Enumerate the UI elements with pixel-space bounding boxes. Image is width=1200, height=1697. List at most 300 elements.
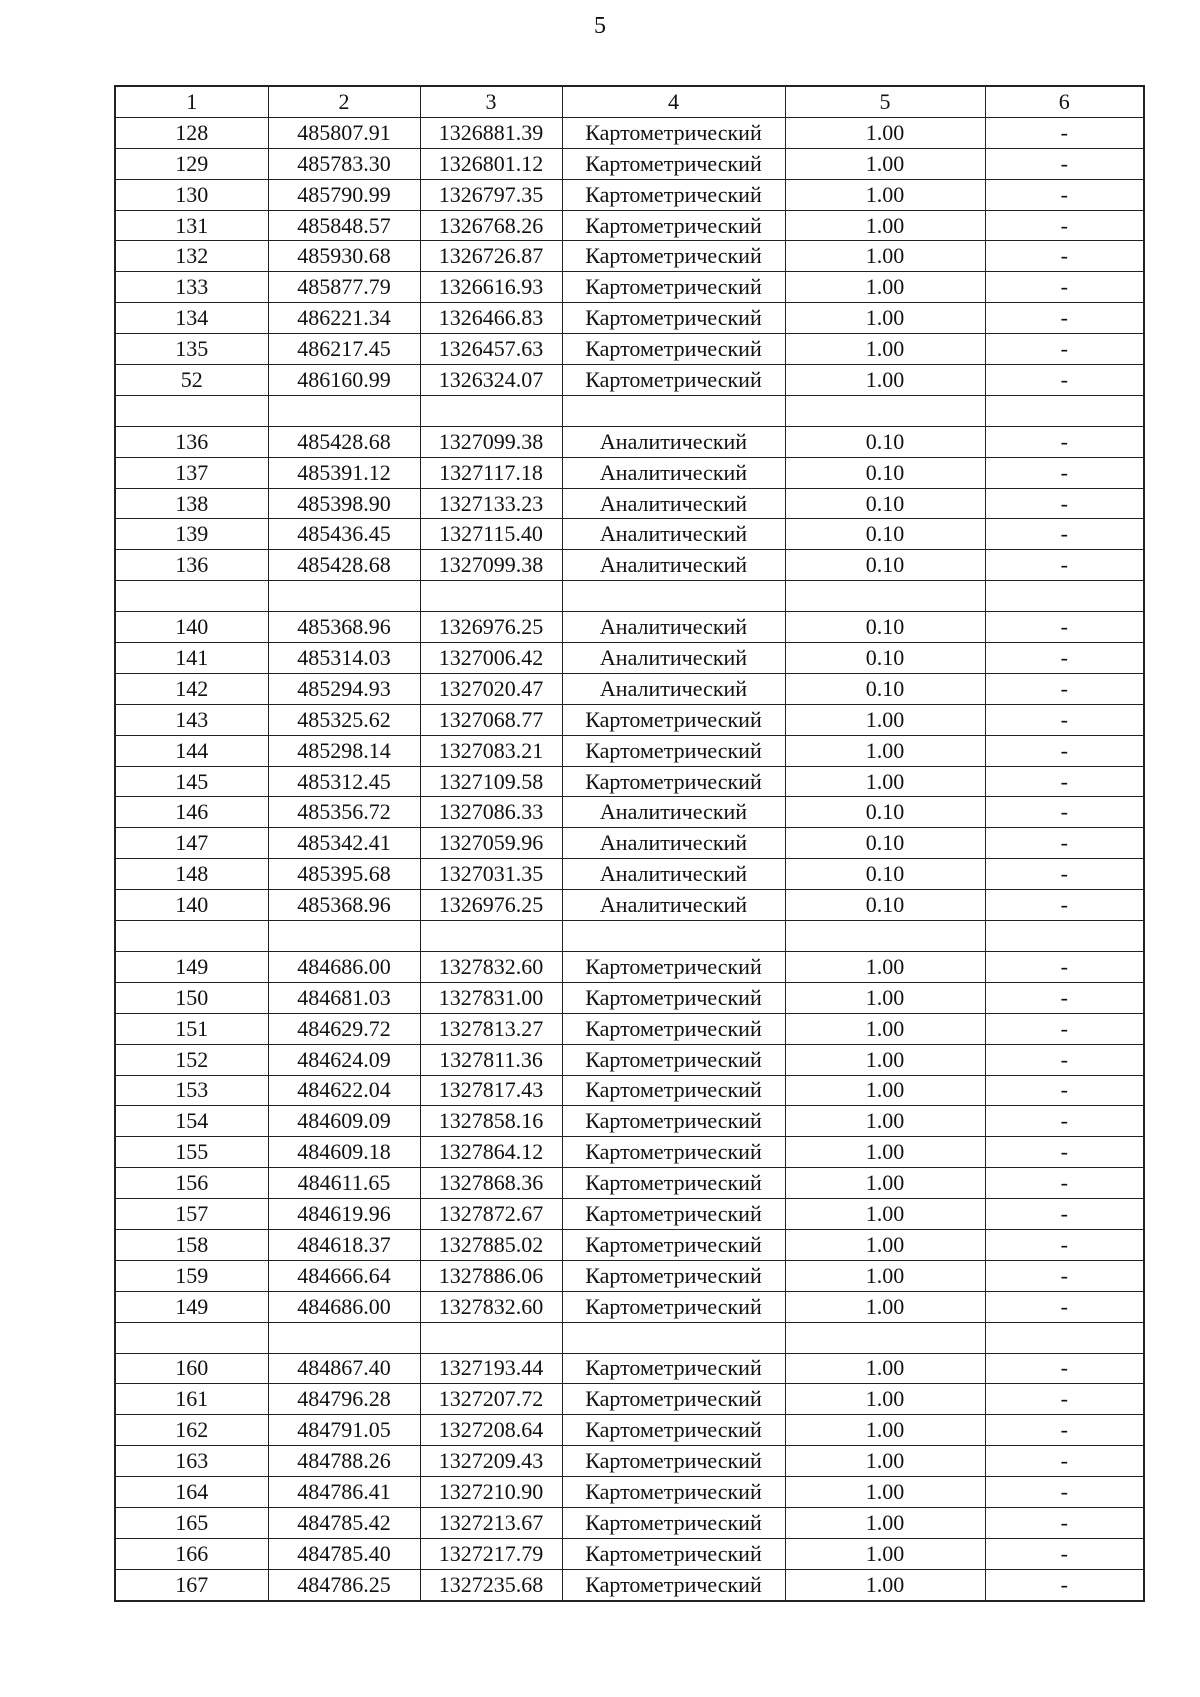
note-cell: - [985, 1291, 1144, 1322]
accuracy-cell: 0.10 [785, 612, 985, 643]
y-coordinate-cell [420, 1322, 562, 1353]
table-row [115, 1229, 1144, 1260]
column-header-4: 4 [562, 86, 785, 117]
accuracy-cell: 0.10 [785, 550, 985, 581]
y-coordinate-cell: 1327020.47 [420, 673, 562, 704]
accuracy-cell: 1.00 [785, 1229, 985, 1260]
note-cell: - [985, 1569, 1144, 1600]
y-coordinate-cell: 1327006.42 [420, 643, 562, 674]
table-row [115, 1291, 1144, 1322]
x-coordinate-cell [268, 1322, 420, 1353]
method-cell [562, 395, 785, 426]
y-coordinate-cell: 1327117.18 [420, 457, 562, 488]
table-row [115, 1106, 1144, 1137]
table-row [115, 1477, 1144, 1508]
point-number-cell: 147 [115, 828, 268, 859]
y-coordinate-cell: 1327208.64 [420, 1415, 562, 1446]
method-cell: Картометрический [562, 1477, 785, 1508]
method-cell: Аналитический [562, 859, 785, 890]
table-row [115, 704, 1144, 735]
note-cell [985, 1322, 1144, 1353]
table-row [115, 334, 1144, 365]
x-coordinate-cell: 485368.96 [268, 612, 420, 643]
point-number-cell: 156 [115, 1168, 268, 1199]
note-cell: - [985, 117, 1144, 148]
note-cell: - [985, 982, 1144, 1013]
x-coordinate-cell: 485395.68 [268, 859, 420, 890]
note-cell: - [985, 704, 1144, 735]
point-number-cell: 136 [115, 550, 268, 581]
accuracy-cell: 0.10 [785, 488, 985, 519]
method-cell: Аналитический [562, 519, 785, 550]
point-number-cell: 148 [115, 859, 268, 890]
x-coordinate-cell: 484796.28 [268, 1384, 420, 1415]
note-cell: - [985, 1260, 1144, 1291]
accuracy-cell: 1.00 [785, 1106, 985, 1137]
x-coordinate-cell: 486217.45 [268, 334, 420, 365]
note-cell: - [985, 890, 1144, 921]
x-coordinate-cell: 485428.68 [268, 426, 420, 457]
table-row [115, 982, 1144, 1013]
accuracy-cell: 1.00 [785, 982, 985, 1013]
table-row [115, 1446, 1144, 1477]
table-row [115, 1137, 1144, 1168]
x-coordinate-cell: 484686.00 [268, 951, 420, 982]
point-number-cell: 153 [115, 1075, 268, 1106]
note-cell: - [985, 1199, 1144, 1230]
note-cell: - [985, 488, 1144, 519]
x-coordinate-cell: 485398.90 [268, 488, 420, 519]
method-cell: Картометрический [562, 1446, 785, 1477]
note-cell: - [985, 673, 1144, 704]
accuracy-cell: 1.00 [785, 1569, 985, 1600]
y-coordinate-cell: 1326801.12 [420, 148, 562, 179]
point-number-cell: 167 [115, 1569, 268, 1600]
table-row [115, 457, 1144, 488]
point-number-cell: 136 [115, 426, 268, 457]
table-row [115, 797, 1144, 828]
x-coordinate-cell: 484785.42 [268, 1507, 420, 1538]
x-coordinate-cell [268, 921, 420, 952]
note-cell: - [985, 859, 1144, 890]
point-number-cell: 138 [115, 488, 268, 519]
x-coordinate-cell: 485930.68 [268, 241, 420, 272]
note-cell: - [985, 1168, 1144, 1199]
point-number-cell: 164 [115, 1477, 268, 1508]
x-coordinate-cell: 484609.18 [268, 1137, 420, 1168]
accuracy-cell: 1.00 [785, 1044, 985, 1075]
point-number-cell: 139 [115, 519, 268, 550]
x-coordinate-cell: 484609.09 [268, 1106, 420, 1137]
y-coordinate-cell: 1327811.36 [420, 1044, 562, 1075]
x-coordinate-cell: 485342.41 [268, 828, 420, 859]
point-number-cell: 137 [115, 457, 268, 488]
y-coordinate-cell: 1326457.63 [420, 334, 562, 365]
note-cell: - [985, 426, 1144, 457]
accuracy-cell: 1.00 [785, 179, 985, 210]
y-coordinate-cell [420, 395, 562, 426]
x-coordinate-cell: 485790.99 [268, 179, 420, 210]
y-coordinate-cell: 1327083.21 [420, 735, 562, 766]
point-number-cell: 165 [115, 1507, 268, 1538]
y-coordinate-cell: 1327813.27 [420, 1013, 562, 1044]
accuracy-cell: 1.00 [785, 766, 985, 797]
point-number-cell: 150 [115, 982, 268, 1013]
method-cell: Картометрический [562, 1569, 785, 1600]
y-coordinate-cell: 1327831.00 [420, 982, 562, 1013]
x-coordinate-cell: 485848.57 [268, 210, 420, 241]
point-number-cell: 149 [115, 951, 268, 982]
accuracy-cell: 1.00 [785, 1477, 985, 1508]
method-cell: Аналитический [562, 643, 785, 674]
accuracy-cell: 1.00 [785, 951, 985, 982]
x-coordinate-cell: 484611.65 [268, 1168, 420, 1199]
y-coordinate-cell: 1326797.35 [420, 179, 562, 210]
accuracy-cell: 1.00 [785, 148, 985, 179]
note-cell: - [985, 550, 1144, 581]
method-cell: Картометрический [562, 766, 785, 797]
x-coordinate-cell: 485314.03 [268, 643, 420, 674]
x-coordinate-cell: 484791.05 [268, 1415, 420, 1446]
note-cell: - [985, 148, 1144, 179]
method-cell: Картометрический [562, 1229, 785, 1260]
note-cell: - [985, 1137, 1144, 1168]
note-cell: - [985, 1507, 1144, 1538]
accuracy-cell: 0.10 [785, 828, 985, 859]
y-coordinate-cell: 1326976.25 [420, 612, 562, 643]
y-coordinate-cell: 1327872.67 [420, 1199, 562, 1230]
header-row [115, 86, 1144, 117]
separator-row [115, 1322, 1144, 1353]
method-cell: Картометрический [562, 148, 785, 179]
point-number-cell: 132 [115, 241, 268, 272]
table-row [115, 1168, 1144, 1199]
accuracy-cell: 0.10 [785, 519, 985, 550]
x-coordinate-cell: 484666.64 [268, 1260, 420, 1291]
method-cell [562, 1322, 785, 1353]
point-number-cell: 158 [115, 1229, 268, 1260]
point-number-cell: 154 [115, 1106, 268, 1137]
note-cell [985, 581, 1144, 612]
x-coordinate-cell: 484622.04 [268, 1075, 420, 1106]
note-cell: - [985, 1353, 1144, 1384]
table-row [115, 1569, 1144, 1600]
method-cell: Картометрический [562, 1013, 785, 1044]
y-coordinate-cell: 1326881.39 [420, 117, 562, 148]
table-row [115, 272, 1144, 303]
table-row [115, 1044, 1144, 1075]
y-coordinate-cell: 1327086.33 [420, 797, 562, 828]
accuracy-cell: 1.00 [785, 1137, 985, 1168]
table-row [115, 1507, 1144, 1538]
y-coordinate-cell: 1326976.25 [420, 890, 562, 921]
y-coordinate-cell: 1326616.93 [420, 272, 562, 303]
point-number-cell: 152 [115, 1044, 268, 1075]
accuracy-cell: 0.10 [785, 643, 985, 674]
method-cell: Картометрический [562, 210, 785, 241]
method-cell: Аналитический [562, 550, 785, 581]
point-number-cell: 146 [115, 797, 268, 828]
accuracy-cell: 0.10 [785, 859, 985, 890]
x-coordinate-cell: 485807.91 [268, 117, 420, 148]
x-coordinate-cell: 486160.99 [268, 365, 420, 396]
x-coordinate-cell: 485877.79 [268, 272, 420, 303]
accuracy-cell: 1.00 [785, 1384, 985, 1415]
x-coordinate-cell: 485783.30 [268, 148, 420, 179]
y-coordinate-cell: 1327193.44 [420, 1353, 562, 1384]
y-coordinate-cell: 1327109.58 [420, 766, 562, 797]
method-cell: Картометрический [562, 1291, 785, 1322]
accuracy-cell: 0.10 [785, 673, 985, 704]
method-cell: Аналитический [562, 890, 785, 921]
table-row [115, 673, 1144, 704]
accuracy-cell: 1.00 [785, 1291, 985, 1322]
table-row [115, 519, 1144, 550]
accuracy-cell: 1.00 [785, 1507, 985, 1538]
note-cell: - [985, 241, 1144, 272]
accuracy-cell: 1.00 [785, 272, 985, 303]
table-row [115, 1384, 1144, 1415]
accuracy-cell: 1.00 [785, 117, 985, 148]
accuracy-cell: 1.00 [785, 1260, 985, 1291]
point-number-cell: 142 [115, 673, 268, 704]
point-number-cell: 128 [115, 117, 268, 148]
point-number-cell: 143 [115, 704, 268, 735]
method-cell: Аналитический [562, 828, 785, 859]
column-header-3: 3 [420, 86, 562, 117]
x-coordinate-cell: 485428.68 [268, 550, 420, 581]
method-cell: Аналитический [562, 612, 785, 643]
y-coordinate-cell: 1327209.43 [420, 1446, 562, 1477]
point-number-cell: 130 [115, 179, 268, 210]
method-cell: Картометрический [562, 179, 785, 210]
note-cell: - [985, 735, 1144, 766]
separator-row [115, 395, 1144, 426]
x-coordinate-cell: 485325.62 [268, 704, 420, 735]
accuracy-cell: 1.00 [785, 365, 985, 396]
table-row [115, 612, 1144, 643]
note-cell: - [985, 334, 1144, 365]
method-cell [562, 581, 785, 612]
accuracy-cell: 0.10 [785, 426, 985, 457]
separator-row [115, 921, 1144, 952]
method-cell: Картометрический [562, 1384, 785, 1415]
table-row [115, 241, 1144, 272]
x-coordinate-cell: 484786.41 [268, 1477, 420, 1508]
table-row [115, 426, 1144, 457]
table-row [115, 148, 1144, 179]
y-coordinate-cell: 1327864.12 [420, 1137, 562, 1168]
method-cell: Картометрический [562, 1044, 785, 1075]
method-cell: Картометрический [562, 272, 785, 303]
y-coordinate-cell: 1327068.77 [420, 704, 562, 735]
table-row [115, 1353, 1144, 1384]
table-row [115, 117, 1144, 148]
accuracy-cell: 1.00 [785, 1199, 985, 1230]
y-coordinate-cell [420, 921, 562, 952]
x-coordinate-cell: 484867.40 [268, 1353, 420, 1384]
y-coordinate-cell: 1326768.26 [420, 210, 562, 241]
accuracy-cell: 1.00 [785, 334, 985, 365]
y-coordinate-cell: 1326466.83 [420, 303, 562, 334]
accuracy-cell: 0.10 [785, 457, 985, 488]
method-cell: Картометрический [562, 1137, 785, 1168]
table-header [115, 86, 1144, 117]
point-number-cell: 131 [115, 210, 268, 241]
note-cell: - [985, 1446, 1144, 1477]
note-cell: - [985, 1477, 1144, 1508]
point-number-cell: 129 [115, 148, 268, 179]
x-coordinate-cell: 485436.45 [268, 519, 420, 550]
note-cell: - [985, 365, 1144, 396]
note-cell: - [985, 519, 1144, 550]
point-number-cell: 159 [115, 1260, 268, 1291]
point-number-cell: 155 [115, 1137, 268, 1168]
accuracy-cell: 0.10 [785, 797, 985, 828]
method-cell: Картометрический [562, 334, 785, 365]
accuracy-cell: 1.00 [785, 1353, 985, 1384]
note-cell: - [985, 303, 1144, 334]
y-coordinate-cell: 1326324.07 [420, 365, 562, 396]
note-cell: - [985, 612, 1144, 643]
note-cell [985, 395, 1144, 426]
method-cell: Картометрический [562, 1415, 785, 1446]
accuracy-cell: 1.00 [785, 1168, 985, 1199]
note-cell: - [985, 797, 1144, 828]
y-coordinate-cell: 1327885.02 [420, 1229, 562, 1260]
table-row [115, 859, 1144, 890]
method-cell: Картометрический [562, 1106, 785, 1137]
x-coordinate-cell: 485298.14 [268, 735, 420, 766]
separator-row [115, 581, 1144, 612]
accuracy-cell: 1.00 [785, 210, 985, 241]
accuracy-cell: 1.00 [785, 704, 985, 735]
table-row [115, 951, 1144, 982]
x-coordinate-cell: 484619.96 [268, 1199, 420, 1230]
accuracy-cell [785, 395, 985, 426]
point-number-cell: 161 [115, 1384, 268, 1415]
method-cell: Картометрический [562, 1507, 785, 1538]
method-cell: Картометрический [562, 117, 785, 148]
x-coordinate-cell: 484629.72 [268, 1013, 420, 1044]
y-coordinate-cell: 1327207.72 [420, 1384, 562, 1415]
x-coordinate-cell: 484785.40 [268, 1538, 420, 1569]
point-number-cell: 162 [115, 1415, 268, 1446]
table-row [115, 1013, 1144, 1044]
x-coordinate-cell: 484788.26 [268, 1446, 420, 1477]
y-coordinate-cell: 1327133.23 [420, 488, 562, 519]
accuracy-cell: 1.00 [785, 1415, 985, 1446]
note-cell: - [985, 828, 1144, 859]
x-coordinate-cell [268, 395, 420, 426]
column-header-5: 5 [785, 86, 985, 117]
note-cell: - [985, 1384, 1144, 1415]
point-number-cell: 145 [115, 766, 268, 797]
method-cell: Картометрический [562, 1260, 785, 1291]
table-row [115, 303, 1144, 334]
x-coordinate-cell: 485294.93 [268, 673, 420, 704]
note-cell: - [985, 179, 1144, 210]
y-coordinate-cell: 1327213.67 [420, 1507, 562, 1538]
table-row [115, 1075, 1144, 1106]
y-coordinate-cell: 1327099.38 [420, 550, 562, 581]
method-cell: Картометрический [562, 241, 785, 272]
accuracy-cell: 1.00 [785, 1013, 985, 1044]
method-cell: Картометрический [562, 1199, 785, 1230]
method-cell: Картометрический [562, 1075, 785, 1106]
table-row [115, 1415, 1144, 1446]
column-header-2: 2 [268, 86, 420, 117]
coordinates-table [114, 85, 1145, 1602]
table-row [115, 1538, 1144, 1569]
y-coordinate-cell: 1327868.36 [420, 1168, 562, 1199]
method-cell: Картометрический [562, 1168, 785, 1199]
point-number-cell: 133 [115, 272, 268, 303]
column-header-1: 1 [115, 86, 268, 117]
accuracy-cell: 1.00 [785, 1446, 985, 1477]
accuracy-cell: 1.00 [785, 1075, 985, 1106]
method-cell: Аналитический [562, 426, 785, 457]
table-row [115, 210, 1144, 241]
y-coordinate-cell: 1326726.87 [420, 241, 562, 272]
accuracy-cell: 1.00 [785, 303, 985, 334]
point-number-cell: 163 [115, 1446, 268, 1477]
point-number-cell: 140 [115, 612, 268, 643]
point-number-cell [115, 921, 268, 952]
x-coordinate-cell: 485312.45 [268, 766, 420, 797]
accuracy-cell [785, 921, 985, 952]
point-number-cell [115, 581, 268, 612]
note-cell: - [985, 1044, 1144, 1075]
point-number-cell: 140 [115, 890, 268, 921]
table-row [115, 365, 1144, 396]
table-row [115, 735, 1144, 766]
x-coordinate-cell: 484686.00 [268, 1291, 420, 1322]
x-coordinate-cell: 484624.09 [268, 1044, 420, 1075]
x-coordinate-cell: 485391.12 [268, 457, 420, 488]
method-cell: Аналитический [562, 673, 785, 704]
point-number-cell: 160 [115, 1353, 268, 1384]
table-row [115, 643, 1144, 674]
y-coordinate-cell: 1327115.40 [420, 519, 562, 550]
y-coordinate-cell: 1327031.35 [420, 859, 562, 890]
note-cell: - [985, 1075, 1144, 1106]
page-number: 5 [594, 13, 606, 39]
method-cell: Аналитический [562, 457, 785, 488]
table-row [115, 828, 1144, 859]
accuracy-cell: 1.00 [785, 241, 985, 272]
y-coordinate-cell: 1327832.60 [420, 1291, 562, 1322]
table-row [115, 488, 1144, 519]
y-coordinate-cell: 1327099.38 [420, 426, 562, 457]
accuracy-cell: 1.00 [785, 735, 985, 766]
point-number-cell: 151 [115, 1013, 268, 1044]
point-number-cell: 157 [115, 1199, 268, 1230]
note-cell: - [985, 1013, 1144, 1044]
method-cell: Картометрический [562, 1538, 785, 1569]
x-coordinate-cell: 485356.72 [268, 797, 420, 828]
method-cell: Аналитический [562, 797, 785, 828]
method-cell: Картометрический [562, 982, 785, 1013]
x-coordinate-cell [268, 581, 420, 612]
y-coordinate-cell: 1327210.90 [420, 1477, 562, 1508]
method-cell: Картометрический [562, 735, 785, 766]
accuracy-cell: 1.00 [785, 1538, 985, 1569]
note-cell: - [985, 951, 1144, 982]
point-number-cell: 52 [115, 365, 268, 396]
note-cell: - [985, 1229, 1144, 1260]
note-cell: - [985, 1415, 1144, 1446]
